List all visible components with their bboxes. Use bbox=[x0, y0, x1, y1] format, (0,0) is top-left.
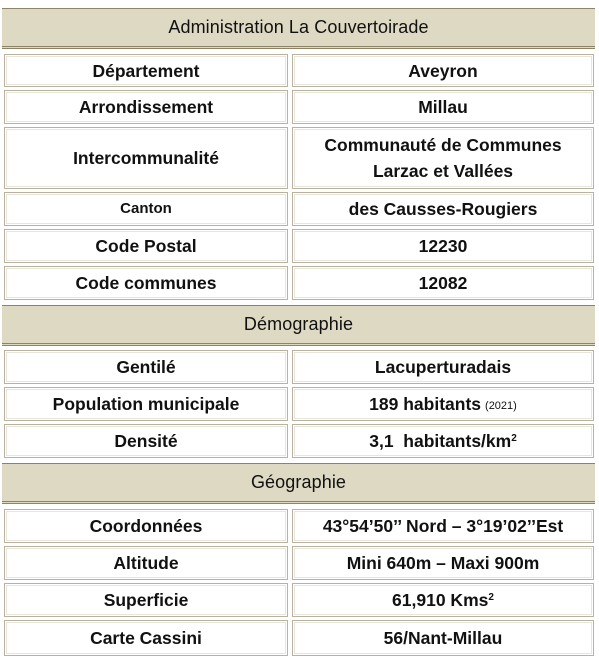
label-coordonnees: Coordonnées bbox=[4, 509, 288, 543]
value-arrondissement: Millau bbox=[292, 90, 594, 124]
value-gentile: Lacuperturadais bbox=[292, 350, 594, 384]
section-title: Administration La Couvertoirade bbox=[168, 17, 429, 37]
population-value: 189 habitants bbox=[369, 394, 482, 414]
section-title: Démographie bbox=[243, 314, 354, 334]
section-header-demographie bbox=[2, 305, 595, 346]
value-canton: des Causses-Rougiers bbox=[292, 192, 594, 226]
label-superficie: Superficie bbox=[4, 583, 288, 617]
section-header-administration bbox=[2, 8, 595, 49]
value-carte-cassini: 56/Nant-Millau bbox=[292, 620, 594, 656]
value-intercommunalite bbox=[292, 127, 594, 189]
label-gentile: Gentilé bbox=[4, 350, 288, 384]
label-intercommunalite: Intercommunalité bbox=[4, 127, 288, 189]
label-altitude: Altitude bbox=[4, 546, 288, 580]
label-canton: Canton bbox=[4, 192, 288, 226]
value-superficie: 61,910 Kms $^2$ bbox=[292, 583, 594, 617]
label-code-postal: Code Postal bbox=[4, 229, 288, 263]
value-coordonnees: 43°54’50’’ Nord – 3°19’02’’Est bbox=[292, 509, 594, 543]
section-header-geographie bbox=[2, 463, 595, 504]
value-population bbox=[292, 387, 594, 421]
superficie-value: 61,910 Kms bbox=[392, 590, 489, 610]
densite-value: 3,1 habitants/km bbox=[369, 431, 512, 451]
label-population: Population municipale bbox=[4, 387, 288, 421]
section-title: Géographie bbox=[250, 472, 347, 492]
value-altitude: Mini 640m – Maxi 900m bbox=[292, 546, 594, 580]
value-line: Communauté de Communes bbox=[324, 135, 562, 155]
label-arrondissement: Arrondissement bbox=[4, 90, 288, 124]
value-densite: 3,1 habitants/km $^2$ bbox=[292, 424, 594, 458]
label-code-communes: Code communes bbox=[4, 266, 288, 300]
value-code-communes: 12082 bbox=[292, 266, 594, 300]
label-carte-cassini: Carte Cassini bbox=[4, 620, 288, 656]
label-densite: Densité bbox=[4, 424, 288, 458]
value-code-postal: 12230 bbox=[292, 229, 594, 263]
value-departement: Aveyron bbox=[292, 54, 594, 87]
value-line: Larzac et Vallées bbox=[372, 161, 514, 181]
population-year: (2021) bbox=[485, 400, 517, 412]
label-departement: Département bbox=[4, 54, 288, 87]
